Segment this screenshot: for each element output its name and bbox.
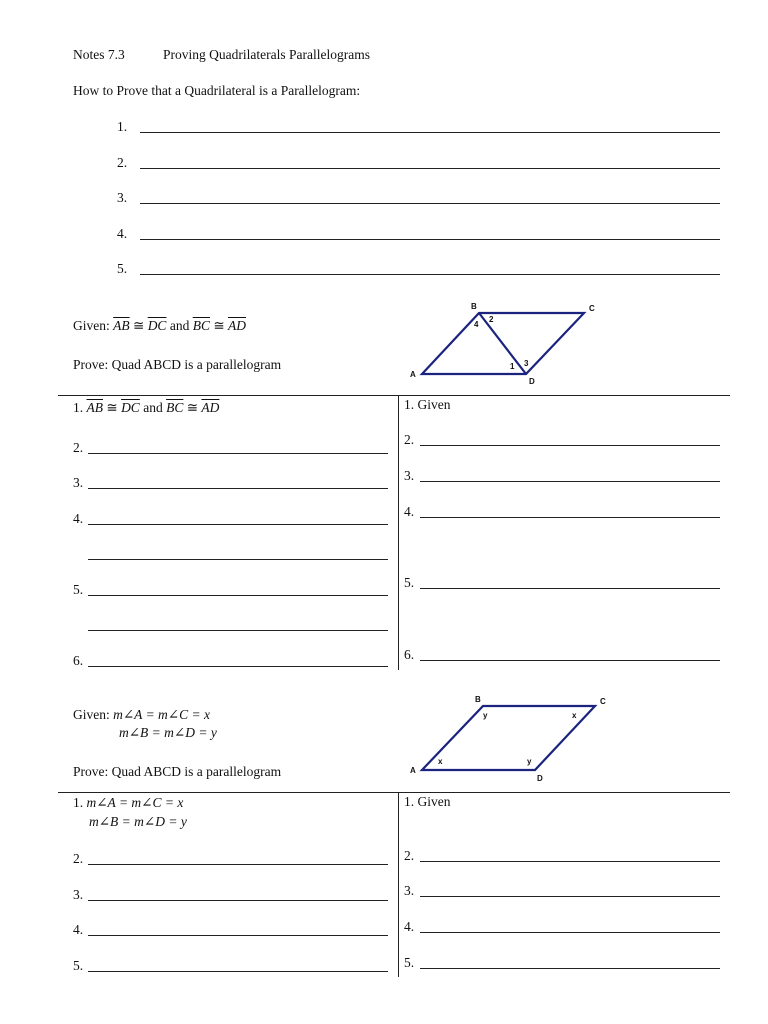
proof2-reason-blank-2[interactable] <box>420 861 720 862</box>
how-to-blank-4[interactable] <box>140 239 720 240</box>
statement-number: 2. <box>73 440 84 455</box>
vertex-label-a: A <box>410 766 416 775</box>
proof1-top-rule <box>58 395 730 396</box>
statement-angles-line-2: m∠B = m∠D = y <box>89 814 187 829</box>
proof2-statement-blank-4[interactable] <box>88 935 388 936</box>
statement-number: 5. <box>73 582 84 597</box>
vertex-label-a: A <box>410 370 416 379</box>
proof1-statement-blank-3[interactable] <box>88 488 388 489</box>
statement-number: 1. <box>73 795 84 810</box>
reason-number: 2. <box>404 432 415 447</box>
parallelogram-diagram-2 <box>400 690 620 786</box>
proof2-reason-blank-4[interactable] <box>420 932 720 933</box>
vertex-label-d: D <box>529 377 535 386</box>
how-to-blank-5[interactable] <box>140 274 720 275</box>
proof2-reason-blank-5[interactable] <box>420 968 720 969</box>
congruent-symbol: ≅ <box>133 318 145 333</box>
proof1-reason-blank-5[interactable] <box>420 588 720 589</box>
parallelogram-diagram-1 <box>400 298 610 390</box>
proof2-prove: Prove: Quad ABCD is a parallelogram <box>73 764 282 779</box>
congruent-symbol: ≅ <box>213 318 225 333</box>
proof1-prove: Prove: Quad ABCD is a parallelogram <box>73 357 282 372</box>
and-word: and <box>169 318 190 333</box>
statement-number: 3. <box>73 475 84 490</box>
reason-number: 3. <box>404 468 415 483</box>
proof1-statement-blank-5a[interactable] <box>88 595 388 596</box>
segment-ab: $\overline{AB}$ <box>113 318 130 333</box>
proof1-given <box>73 318 246 334</box>
proof2-top-rule <box>58 792 730 793</box>
segment-dc: $\overline{DC}$ <box>121 400 140 415</box>
angle-label-3: 3 <box>524 359 529 368</box>
proof1-reason-blank-4[interactable] <box>420 517 720 518</box>
given-angles-line-1: m∠A = m∠C = x <box>113 707 210 722</box>
proof1-statement-blank-4b[interactable] <box>88 559 388 560</box>
segment-ad: $\overline{AD}$ <box>228 318 247 333</box>
proof1-statement-blank-6[interactable] <box>88 666 388 667</box>
proof2-statement-blank-2[interactable] <box>88 864 388 865</box>
how-to-number: 4. <box>117 226 128 241</box>
how-to-number: 3. <box>117 190 128 205</box>
how-to-blank-1[interactable] <box>140 132 720 133</box>
vertex-label-b: B <box>471 302 477 311</box>
vertex-label-c: C <box>600 697 606 706</box>
how-to-blank-2[interactable] <box>140 168 720 169</box>
statement-number: 4. <box>73 511 84 526</box>
proof1-reason-blank-3[interactable] <box>420 481 720 482</box>
statement-number: 1. <box>73 400 84 415</box>
how-to-number: 5. <box>117 261 128 276</box>
congruent-symbol: ≅ <box>106 400 118 415</box>
vertex-label-d: D <box>537 774 543 783</box>
reason-number: 4. <box>404 919 415 934</box>
reason-number: 5. <box>404 955 415 970</box>
statement-number: 5. <box>73 958 84 973</box>
notes-label: Notes 7.3 <box>73 47 125 62</box>
proof1-reason-1: 1. Given <box>404 397 451 412</box>
reason-number: 4. <box>404 504 415 519</box>
statement-number: 2. <box>73 851 84 866</box>
proof2-reason-blank-3[interactable] <box>420 896 720 897</box>
angle-label-b: y <box>483 711 488 720</box>
proof1-reason-blank-2[interactable] <box>420 445 720 446</box>
segment-bc: $\overline{BC}$ <box>166 400 184 415</box>
and-word: and <box>143 400 163 415</box>
vertex-label-c: C <box>589 304 595 313</box>
proof1-statement-blank-4a[interactable] <box>88 524 388 525</box>
statement-number: 4. <box>73 922 84 937</box>
given-prefix: Given: <box>73 707 110 722</box>
proof2-reason-1: 1. Given <box>404 794 451 809</box>
vertex-label-b: B <box>475 695 481 704</box>
how-to-blank-3[interactable] <box>140 203 720 204</box>
parallelogram-shape <box>422 706 595 770</box>
proof2-statement-1 <box>73 795 183 811</box>
reason-number: 3. <box>404 883 415 898</box>
segment-bc: $\overline{BC}$ <box>192 318 210 333</box>
how-to-number: 2. <box>117 155 128 170</box>
proof1-statement-1 <box>73 400 219 416</box>
diagonal-bd <box>479 313 526 374</box>
proof2-given <box>73 707 210 723</box>
angle-label-c: x <box>572 711 577 720</box>
page-title: Proving Quadrilaterals Parallelograms <box>163 47 370 62</box>
reason-number: 6. <box>404 647 415 662</box>
reason-number: 2. <box>404 848 415 863</box>
segment-ad: $\overline{AD}$ <box>201 400 220 415</box>
given-prefix: Given: <box>73 318 110 333</box>
angle-label-1: 1 <box>510 362 515 371</box>
proof1-reason-blank-6[interactable] <box>420 660 720 661</box>
statement-number: 3. <box>73 887 84 902</box>
proof2-statement-blank-5[interactable] <box>88 971 388 972</box>
intro-text: How to Prove that a Quadrilateral is a Parallelogram: <box>73 83 361 98</box>
angle-label-2: 2 <box>489 315 494 324</box>
proof1-statement-blank-2[interactable] <box>88 453 388 454</box>
given-angles-line-2: m∠B = m∠D = y <box>119 725 217 740</box>
proof1-column-divider <box>398 395 399 670</box>
angle-label-a: x <box>438 757 443 766</box>
proof1-statement-blank-5b[interactable] <box>88 630 388 631</box>
reason-number: 5. <box>404 575 415 590</box>
congruent-symbol: ≅ <box>186 400 199 415</box>
segment-ab: $\overline{AB}$ <box>86 400 103 415</box>
how-to-number: 1. <box>117 119 128 134</box>
angle-label-4: 4 <box>474 320 479 329</box>
statement-number: 6. <box>73 653 84 668</box>
statement-angles-line-1: m∠A = m∠C = x <box>86 795 184 810</box>
angle-label-d: y <box>527 757 532 766</box>
proof2-column-divider <box>398 792 399 977</box>
proof2-statement-blank-3[interactable] <box>88 900 388 901</box>
segment-dc: $\overline{DC}$ <box>147 318 167 333</box>
